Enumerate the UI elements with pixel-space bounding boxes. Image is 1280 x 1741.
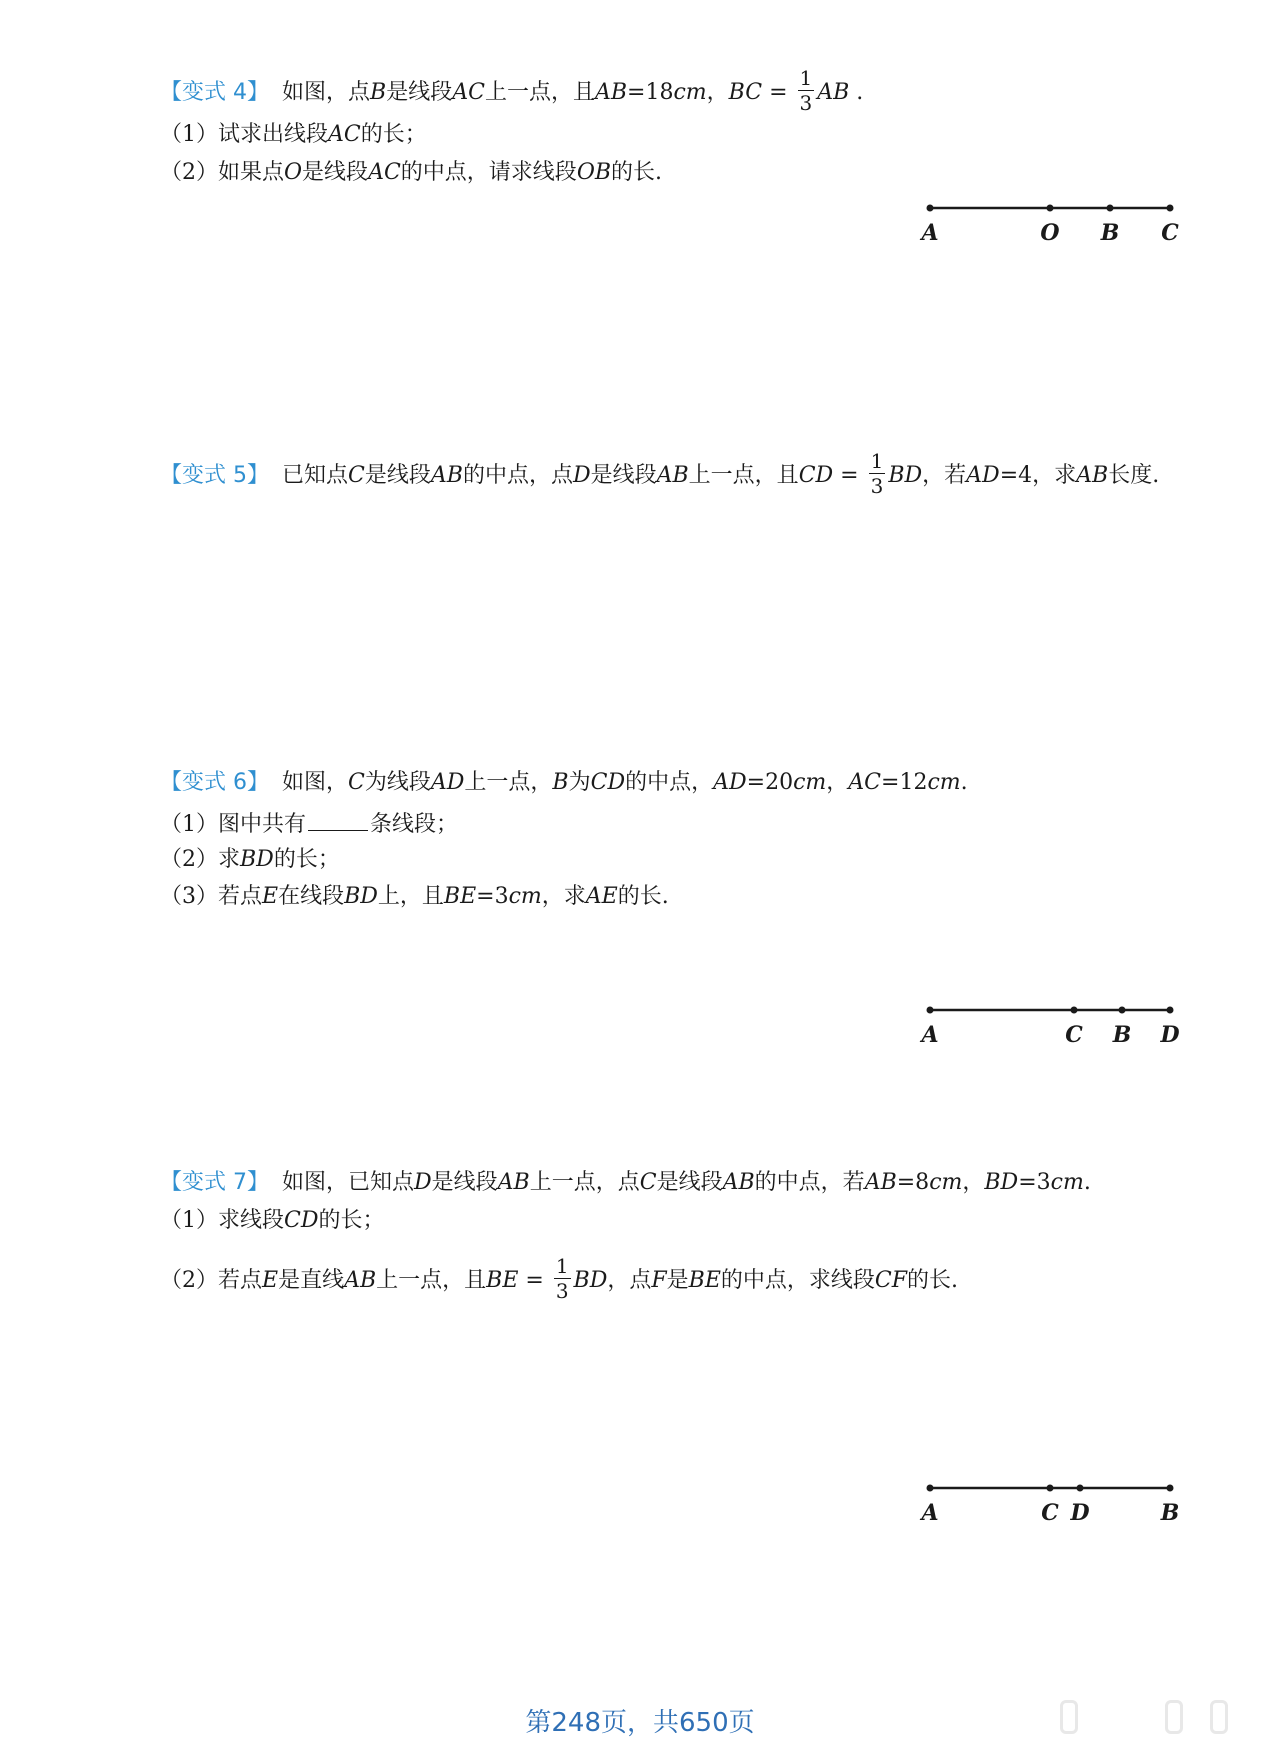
- text-run: ，: [826, 770, 849, 795]
- math-variable: B: [370, 79, 387, 105]
- problem-6-line-2: [160, 812, 458, 836]
- problem-4-part-1: [160, 122, 427, 147]
- segment-point: [1167, 1007, 1174, 1014]
- math-variable: D: [572, 462, 591, 488]
- segment-point: [1107, 205, 1114, 212]
- text-run: 的长.: [907, 1267, 959, 1293]
- text-run: ，点: [607, 1267, 652, 1293]
- text-run: 的长；: [318, 1208, 385, 1233]
- math-variable: AE: [585, 884, 618, 909]
- math-variable: AC: [368, 160, 401, 185]
- scroll-hint-icon: [1060, 1700, 1078, 1734]
- problem-6-figure: [900, 1000, 1190, 1050]
- math-variable: CF: [874, 1267, 908, 1293]
- scroll-hint-icon: [1165, 1700, 1183, 1734]
- segment-point: [927, 205, 934, 212]
- math-variable: cm: [673, 79, 707, 105]
- text-run: 是线段: [302, 160, 369, 185]
- fraction: [869, 451, 886, 496]
- math-variable: AB: [864, 1170, 897, 1195]
- fraction-denominator: 3: [555, 1279, 569, 1303]
- text-run: 的长.: [617, 884, 669, 909]
- math-variable: C: [348, 770, 365, 795]
- math-variable: AB: [594, 79, 628, 105]
- math-variable: AB: [722, 1170, 755, 1195]
- problem-4-text: [282, 66, 864, 115]
- text-run: =: [518, 1267, 551, 1293]
- segment-point: [1077, 1485, 1084, 1492]
- math-variable: O: [284, 160, 303, 185]
- fraction: [798, 68, 815, 113]
- text-run: =18: [627, 79, 674, 105]
- text-run: （2）若点: [160, 1267, 262, 1293]
- math-variable: cm: [929, 1170, 963, 1195]
- point-label: B: [1112, 1022, 1132, 1048]
- point-label: D: [1070, 1500, 1090, 1526]
- math-variable: E: [262, 1267, 279, 1293]
- math-variable: AB: [497, 1170, 530, 1195]
- math-variable: cm: [1050, 1170, 1084, 1195]
- text-run: =4，求: [999, 462, 1077, 488]
- math-variable: E: [262, 884, 279, 909]
- text-run: =3: [476, 884, 509, 909]
- scroll-hint-icon: [1210, 1700, 1228, 1734]
- problem-7-figure: [900, 1478, 1190, 1528]
- math-variable: AB: [817, 79, 850, 105]
- math-variable: BE: [443, 884, 477, 909]
- math-variable: BE: [486, 1267, 519, 1293]
- segment-point: [1167, 1485, 1174, 1492]
- math-variable: BD: [240, 847, 274, 872]
- math-variable: cm: [793, 770, 827, 795]
- text-run: 是线段: [364, 462, 431, 488]
- problem-6-line-3: [160, 849, 340, 871]
- text-run: =8: [896, 1170, 930, 1195]
- math-variable: AB: [656, 462, 689, 488]
- problem-7-line-3: [160, 1254, 959, 1303]
- fraction: [554, 1256, 571, 1301]
- text-run: 是线段: [386, 79, 453, 105]
- math-variable: AD: [713, 770, 747, 795]
- math-variable: AD: [966, 462, 1000, 488]
- math-variable: AB: [430, 462, 463, 488]
- point-label: B: [1100, 220, 1120, 246]
- problem-4-figure: [900, 198, 1190, 248]
- text-run: 是线段: [656, 1170, 723, 1195]
- problem-7-line-2: [160, 1210, 385, 1232]
- text-run: 的中点，请求线段: [400, 160, 577, 185]
- math-variable: AD: [430, 770, 465, 795]
- segment-point: [1047, 205, 1054, 212]
- problem-7-part-2: [160, 1254, 959, 1303]
- math-variable: BD: [573, 1267, 608, 1293]
- problem-7-tag: 【变式 7】: [160, 1170, 269, 1195]
- text-run: .: [1083, 1170, 1091, 1195]
- point-label: D: [1160, 1022, 1180, 1048]
- fraction-numerator: 1: [870, 449, 884, 473]
- math-variable: OB: [576, 160, 612, 185]
- problem-4-tag: 【变式 4】: [160, 79, 269, 105]
- point-label: B: [1160, 1500, 1180, 1526]
- math-variable: C: [348, 462, 365, 488]
- problem-6-part-3: [160, 884, 669, 909]
- text-run: （2）求: [160, 847, 240, 872]
- text-run: =3: [1018, 1170, 1051, 1195]
- text-run: ，: [706, 79, 729, 105]
- text-run: ，求: [541, 884, 586, 909]
- text-run: 长度.: [1108, 462, 1160, 488]
- text-run: 上一点，且: [484, 79, 595, 105]
- text-run: 的长；: [273, 847, 340, 872]
- math-variable: BD: [344, 884, 378, 909]
- text-run: （1）图中共有: [160, 812, 306, 837]
- problem-6-part-2: [160, 847, 340, 872]
- segment-point: [927, 1007, 934, 1014]
- math-variable: cm: [927, 770, 961, 795]
- text-run: 如图，已知点: [282, 1170, 415, 1195]
- point-label: A: [921, 220, 939, 246]
- problem-5-tag: 【变式 5】: [160, 462, 269, 488]
- problem-4-line-1: [160, 66, 864, 115]
- text-run: ，若: [922, 462, 967, 488]
- problem-7-line-1: [160, 1172, 1091, 1194]
- text-run: =: [833, 462, 866, 488]
- math-variable: CD: [590, 770, 626, 795]
- math-variable: C: [639, 1170, 657, 1195]
- text-run: 的长；: [360, 122, 427, 147]
- problem-6-part-1: [160, 812, 458, 837]
- problem-6-tag: 【变式 6】: [160, 770, 269, 795]
- point-label: C: [1041, 1500, 1059, 1526]
- math-variable: F: [651, 1267, 667, 1293]
- point-label: A: [921, 1022, 939, 1048]
- problem-6-line-1: [160, 772, 968, 794]
- text-run: 是线段: [431, 1170, 498, 1195]
- math-variable: AC: [452, 79, 485, 105]
- text-run: 的中点，: [625, 770, 714, 795]
- text-run: 的中点，若: [754, 1170, 865, 1195]
- math-variable: BE: [688, 1267, 721, 1293]
- text-run: 已知点: [282, 462, 349, 488]
- page-counter: 第248页，共650页: [525, 1708, 755, 1738]
- text-run: 是: [666, 1267, 689, 1293]
- text-run: 如图，点: [282, 79, 371, 105]
- segment-point: [927, 1485, 934, 1492]
- problem-5-text: [282, 449, 1160, 498]
- point-label: C: [1065, 1022, 1083, 1048]
- math-variable: CD: [798, 462, 834, 488]
- text-run: 为: [568, 770, 591, 795]
- text-run: .: [849, 79, 864, 105]
- text-run: .: [960, 770, 968, 795]
- text-run: 的长.: [611, 160, 663, 185]
- math-variable: CD: [284, 1208, 319, 1233]
- problem-7-text: [282, 1170, 1091, 1195]
- answer-blank: [308, 812, 368, 831]
- fraction-denominator: 3: [870, 474, 884, 498]
- problem-6-line-4: [160, 886, 669, 908]
- text-run: 的中点，点: [462, 462, 573, 488]
- math-variable: BD: [984, 1170, 1019, 1195]
- math-variable: BC: [728, 79, 763, 105]
- problem-4-part-2: [160, 160, 662, 185]
- text-run: （1）试求出线段: [160, 122, 328, 147]
- math-variable: B: [552, 770, 569, 795]
- math-variable: BD: [888, 462, 923, 488]
- text-run: 如图，: [282, 770, 349, 795]
- segment-point: [1071, 1007, 1078, 1014]
- text-run: =12: [881, 770, 928, 795]
- text-run: （1）求线段: [160, 1208, 284, 1233]
- text-run: 是线段: [590, 462, 657, 488]
- text-run: （3）若点: [160, 884, 262, 909]
- problem-4-line-2: [160, 124, 427, 146]
- math-variable: cm: [508, 884, 542, 909]
- fraction-numerator: 1: [555, 1254, 569, 1278]
- text-run: 上一点，点: [529, 1170, 640, 1195]
- math-variable: D: [414, 1170, 432, 1195]
- math-variable: AC: [328, 122, 361, 147]
- problem-6-text: [282, 770, 968, 795]
- text-run: 上一点，: [464, 770, 553, 795]
- math-variable: AC: [848, 770, 882, 795]
- problem-7-part-1: [160, 1208, 385, 1233]
- text-run: 上一点，且: [376, 1267, 487, 1293]
- text-run: 在线段: [278, 884, 345, 909]
- text-run: （2）如果点: [160, 160, 284, 185]
- segment-point: [1119, 1007, 1126, 1014]
- math-variable: AB: [1076, 462, 1109, 488]
- problem-5-line-1: [160, 449, 1160, 498]
- text-run: 条线段；: [370, 812, 459, 837]
- point-label: A: [921, 1500, 939, 1526]
- point-label: C: [1161, 220, 1179, 246]
- text-run: 上，且: [377, 884, 444, 909]
- text-run: 上一点，且: [688, 462, 799, 488]
- text-run: ，: [962, 1170, 985, 1195]
- text-run: =20: [746, 770, 794, 795]
- text-run: 为线段: [364, 770, 431, 795]
- problem-4-line-3: [160, 162, 662, 184]
- segment-point: [1167, 205, 1174, 212]
- math-variable: AB: [344, 1267, 377, 1293]
- text-run: 是直线: [278, 1267, 345, 1293]
- text-run: 的中点，求线段: [720, 1267, 875, 1293]
- text-run: =: [762, 79, 795, 105]
- fraction-denominator: 3: [799, 91, 813, 115]
- segment-svg: [900, 1000, 1190, 1050]
- segment-point: [1047, 1485, 1054, 1492]
- fraction-numerator: 1: [799, 66, 813, 90]
- point-label: O: [1040, 220, 1060, 246]
